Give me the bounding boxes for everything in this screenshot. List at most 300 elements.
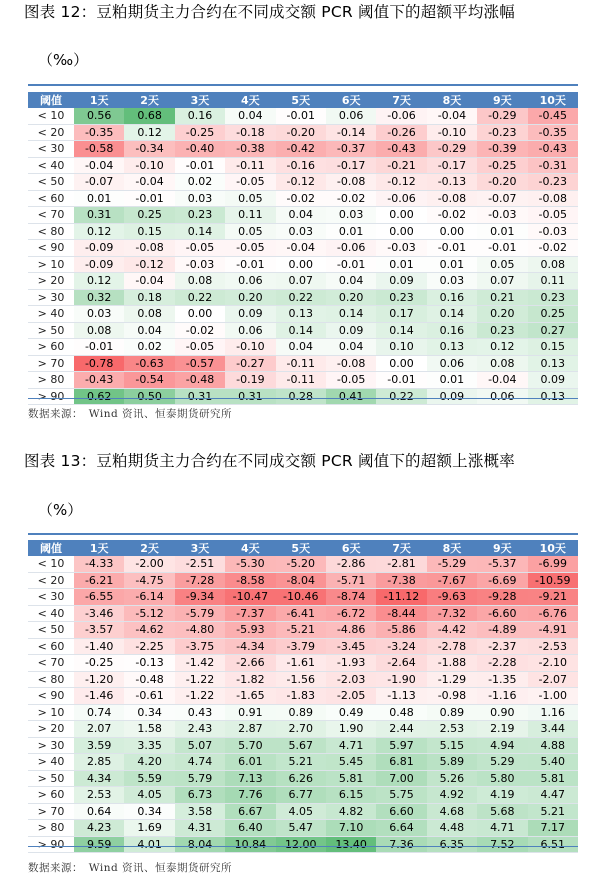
value-cell: -0.35 [74, 124, 124, 141]
value-cell: 0.22 [175, 289, 225, 306]
value-cell: 4.20 [124, 754, 174, 771]
value-cell: 0.00 [276, 256, 326, 273]
value-cell: -8.74 [326, 589, 376, 606]
value-cell: 4.71 [326, 737, 376, 754]
value-cell: -0.02 [528, 240, 578, 257]
value-cell: -0.03 [175, 256, 225, 273]
value-cell: -0.05 [175, 240, 225, 257]
value-cell: -6.55 [74, 589, 124, 606]
threshold-label: > 80 [28, 372, 74, 389]
value-cell: -2.51 [175, 556, 225, 572]
value-cell: 4.92 [427, 787, 477, 804]
table-row [28, 671, 578, 688]
value-cell: -0.98 [427, 688, 477, 705]
threshold-label: < 90 [28, 688, 74, 705]
value-cell: 0.02 [124, 339, 174, 356]
value-cell: 0.04 [276, 339, 326, 356]
value-cell: 0.04 [124, 322, 174, 339]
value-cell: -5.71 [326, 572, 376, 589]
value-cell: -0.27 [225, 355, 275, 372]
table-row [28, 820, 578, 837]
value-cell: -0.03 [376, 240, 426, 257]
value-cell: -0.38 [225, 141, 275, 158]
value-cell: -0.11 [276, 355, 326, 372]
value-cell: -5.86 [376, 622, 426, 639]
day-column-header: 4天 [225, 540, 275, 556]
table-row [28, 289, 578, 306]
value-cell: -0.19 [225, 372, 275, 389]
value-cell: 2.19 [477, 721, 527, 738]
value-cell: -10.46 [276, 589, 326, 606]
value-cell: -0.02 [427, 207, 477, 224]
value-cell: 0.68 [124, 108, 174, 124]
value-cell: -0.01 [376, 372, 426, 389]
day-column-header: 10天 [528, 92, 578, 108]
value-cell: 0.01 [427, 372, 477, 389]
value-cell: 0.89 [276, 704, 326, 721]
table-row [28, 240, 578, 257]
table-row [28, 207, 578, 224]
value-cell: 5.68 [477, 803, 527, 820]
value-cell: -2.66 [225, 655, 275, 672]
value-cell: -0.17 [326, 157, 376, 174]
value-cell: 0.08 [124, 306, 174, 323]
value-cell: 0.23 [528, 289, 578, 306]
value-cell: 0.09 [427, 388, 477, 405]
value-cell: -0.03 [528, 223, 578, 240]
value-cell: 8.04 [175, 836, 225, 853]
value-cell: 0.04 [326, 273, 376, 290]
value-cell: -6.99 [528, 556, 578, 572]
value-cell: 0.23 [175, 207, 225, 224]
threshold-label: < 80 [28, 223, 74, 240]
value-cell: -0.01 [74, 339, 124, 356]
threshold-label: < 60 [28, 638, 74, 655]
value-cell: 0.91 [225, 704, 275, 721]
value-cell: 7.00 [376, 770, 426, 787]
table-row [28, 256, 578, 273]
fig13-top-rule [28, 533, 578, 535]
value-cell: 0.20 [225, 289, 275, 306]
value-cell: 5.21 [528, 803, 578, 820]
value-cell: -1.20 [74, 671, 124, 688]
value-cell: 0.01 [427, 256, 477, 273]
value-cell: 0.00 [376, 355, 426, 372]
value-cell: -4.42 [427, 622, 477, 639]
value-cell: -5.29 [427, 556, 477, 572]
value-cell: -0.04 [124, 174, 174, 191]
value-cell: 0.05 [225, 190, 275, 207]
value-cell: -1.42 [175, 655, 225, 672]
value-cell: -4.89 [477, 622, 527, 639]
value-cell: -1.22 [175, 671, 225, 688]
table-row [28, 190, 578, 207]
fig12-bottom-rule [28, 398, 578, 399]
value-cell: -2.05 [326, 688, 376, 705]
value-cell: 0.14 [175, 223, 225, 240]
value-cell: -0.02 [175, 322, 225, 339]
value-cell: 2.44 [376, 721, 426, 738]
value-cell: -0.10 [124, 157, 174, 174]
value-cell: 4.31 [175, 820, 225, 837]
value-cell: 5.70 [225, 737, 275, 754]
value-cell: -1.56 [276, 671, 326, 688]
value-cell: 0.20 [326, 289, 376, 306]
threshold-label: < 30 [28, 589, 74, 606]
value-cell: 0.12 [74, 223, 124, 240]
threshold-label: > 80 [28, 820, 74, 837]
day-column-header: 2天 [124, 92, 174, 108]
value-cell: 2.87 [225, 721, 275, 738]
value-cell: 6.60 [376, 803, 426, 820]
value-cell: -2.64 [376, 655, 426, 672]
table-row [28, 605, 578, 622]
value-cell: -0.43 [74, 372, 124, 389]
value-cell: 5.75 [376, 787, 426, 804]
value-cell: -6.69 [477, 572, 527, 589]
value-cell: 0.05 [477, 256, 527, 273]
value-cell: -0.01 [175, 157, 225, 174]
value-cell: -0.05 [225, 240, 275, 257]
value-cell: 0.01 [74, 190, 124, 207]
value-cell: -0.13 [124, 655, 174, 672]
day-column-header: 4天 [225, 92, 275, 108]
value-cell: 3.59 [74, 737, 124, 754]
value-cell: 0.50 [124, 388, 174, 405]
table-row [28, 803, 578, 820]
value-cell: -5.37 [477, 556, 527, 572]
threshold-label: > 90 [28, 388, 74, 405]
value-cell: -4.62 [124, 622, 174, 639]
value-cell: -8.04 [276, 572, 326, 589]
value-cell: 5.29 [477, 754, 527, 771]
value-cell: -1.46 [74, 688, 124, 705]
value-cell: 0.09 [376, 273, 426, 290]
value-cell: 0.25 [124, 207, 174, 224]
value-cell: -0.25 [74, 655, 124, 672]
day-column-header: 3天 [175, 92, 225, 108]
value-cell: -0.17 [427, 157, 477, 174]
value-cell: -7.32 [427, 605, 477, 622]
fig13-bottom-rule [28, 846, 578, 847]
value-cell: -0.12 [376, 174, 426, 191]
value-cell: -0.31 [528, 157, 578, 174]
value-cell: -0.01 [326, 256, 376, 273]
value-cell: -0.45 [528, 108, 578, 124]
value-cell: -0.29 [427, 141, 477, 158]
threshold-label: > 20 [28, 273, 74, 290]
value-cell: 0.08 [477, 355, 527, 372]
threshold-label: > 50 [28, 322, 74, 339]
threshold-label: < 60 [28, 190, 74, 207]
value-cell: 0.41 [326, 388, 376, 405]
value-cell: 6.01 [225, 754, 275, 771]
value-cell: 0.00 [376, 223, 426, 240]
value-cell: -5.79 [175, 605, 225, 622]
value-cell: 6.15 [326, 787, 376, 804]
value-cell: 0.74 [74, 704, 124, 721]
value-cell: 0.17 [376, 306, 426, 323]
value-cell: 5.59 [124, 770, 174, 787]
value-cell: -1.82 [225, 671, 275, 688]
value-cell: 2.53 [74, 787, 124, 804]
value-cell: -6.14 [124, 589, 174, 606]
threshold-label: > 60 [28, 339, 74, 356]
value-cell: 0.56 [74, 108, 124, 124]
value-cell: 0.48 [376, 704, 426, 721]
value-cell: -1.90 [376, 671, 426, 688]
value-cell: -8.58 [225, 572, 275, 589]
fig12-title: 图表 12：豆粕期货主力合约在不同成交额 PCR 阈值下的超额平均涨幅 [24, 3, 515, 21]
value-cell: 0.10 [376, 339, 426, 356]
value-cell: -0.04 [124, 273, 174, 290]
value-cell: 0.04 [276, 207, 326, 224]
table-row [28, 655, 578, 672]
value-cell: -2.00 [124, 556, 174, 572]
value-cell: -4.91 [528, 622, 578, 639]
table-row [28, 556, 578, 572]
value-cell: -4.80 [175, 622, 225, 639]
value-cell: -0.16 [276, 157, 326, 174]
value-cell: -0.10 [427, 124, 477, 141]
value-cell: -1.61 [276, 655, 326, 672]
value-cell: -0.12 [124, 256, 174, 273]
value-cell: 2.07 [74, 721, 124, 738]
table-row [28, 273, 578, 290]
value-cell: 4.47 [528, 787, 578, 804]
table-row [28, 836, 578, 853]
value-cell: -0.78 [74, 355, 124, 372]
value-cell: 6.81 [376, 754, 426, 771]
threshold-label: > 10 [28, 704, 74, 721]
threshold-label: < 40 [28, 157, 74, 174]
value-cell: -0.06 [326, 240, 376, 257]
value-cell: -3.45 [326, 638, 376, 655]
value-cell: 1.16 [528, 704, 578, 721]
value-cell: -0.01 [427, 240, 477, 257]
value-cell: 0.01 [477, 223, 527, 240]
table-header-row [28, 92, 578, 108]
value-cell: -0.08 [124, 240, 174, 257]
value-cell: -0.18 [225, 124, 275, 141]
table-row [28, 704, 578, 721]
value-cell: 0.07 [276, 273, 326, 290]
value-cell: 7.76 [225, 787, 275, 804]
value-cell: -1.22 [175, 688, 225, 705]
threshold-column-header: 阈值 [28, 540, 74, 556]
value-cell: -0.07 [74, 174, 124, 191]
value-cell: 0.22 [276, 289, 326, 306]
value-cell: 0.09 [225, 306, 275, 323]
value-cell: 1.58 [124, 721, 174, 738]
value-cell: 0.20 [477, 306, 527, 323]
value-cell: 12.00 [276, 836, 326, 853]
value-cell: -0.20 [477, 174, 527, 191]
day-column-header: 9天 [477, 92, 527, 108]
value-cell: 0.06 [225, 322, 275, 339]
day-column-header: 7天 [376, 92, 426, 108]
value-cell: 5.67 [276, 737, 326, 754]
table-row [28, 688, 578, 705]
fig13-unit: （%） [38, 501, 83, 519]
value-cell: -3.24 [376, 638, 426, 655]
value-cell: -3.57 [74, 622, 124, 639]
value-cell: -1.16 [477, 688, 527, 705]
value-cell: -0.08 [326, 355, 376, 372]
value-cell: 0.00 [427, 223, 477, 240]
value-cell: 7.13 [225, 770, 275, 787]
value-cell: 13.40 [326, 836, 376, 853]
value-cell: 0.90 [477, 704, 527, 721]
value-cell: -1.88 [427, 655, 477, 672]
threshold-label: < 30 [28, 141, 74, 158]
value-cell: -0.48 [175, 372, 225, 389]
value-cell: 0.31 [74, 207, 124, 224]
table-row [28, 174, 578, 191]
value-cell: -0.03 [477, 207, 527, 224]
value-cell: 0.21 [477, 289, 527, 306]
fig12-top-rule [28, 84, 578, 86]
value-cell: 5.81 [528, 770, 578, 787]
value-cell: -0.48 [124, 671, 174, 688]
table-row [28, 141, 578, 158]
value-cell: -9.63 [427, 589, 477, 606]
table-row [28, 754, 578, 771]
value-cell: 0.31 [225, 388, 275, 405]
value-cell: 6.26 [276, 770, 326, 787]
fig12-source: 数据来源： Wind 资讯、恒泰期货研究所 [28, 408, 233, 420]
value-cell: -2.07 [528, 671, 578, 688]
value-cell: -10.59 [528, 572, 578, 589]
value-cell: -2.37 [477, 638, 527, 655]
value-cell: 2.70 [276, 721, 326, 738]
day-column-header: 8天 [427, 92, 477, 108]
day-column-header: 1天 [74, 540, 124, 556]
value-cell: -6.41 [276, 605, 326, 622]
value-cell: -9.34 [175, 589, 225, 606]
table-row [28, 572, 578, 589]
value-cell: -0.05 [528, 207, 578, 224]
fig13-source: 数据来源： Wind 资讯、恒泰期货研究所 [28, 862, 233, 874]
value-cell: 0.49 [326, 704, 376, 721]
value-cell: -4.75 [124, 572, 174, 589]
threshold-label: < 10 [28, 556, 74, 572]
value-cell: -0.23 [528, 174, 578, 191]
value-cell: -6.76 [528, 605, 578, 622]
value-cell: 6.77 [276, 787, 326, 804]
value-cell: 5.89 [427, 754, 477, 771]
table-row [28, 737, 578, 754]
table-row [28, 589, 578, 606]
value-cell: 0.09 [528, 372, 578, 389]
value-cell: 0.13 [528, 388, 578, 405]
table-row [28, 721, 578, 738]
value-cell: 0.89 [427, 704, 477, 721]
value-cell: 0.12 [477, 339, 527, 356]
value-cell: 4.68 [427, 803, 477, 820]
value-cell: 0.01 [326, 223, 376, 240]
value-cell: -0.39 [477, 141, 527, 158]
value-cell: -0.11 [276, 372, 326, 389]
table-row [28, 355, 578, 372]
value-cell: -0.02 [326, 190, 376, 207]
value-cell: 2.43 [175, 721, 225, 738]
value-cell: 0.62 [74, 388, 124, 405]
value-cell: -0.35 [528, 124, 578, 141]
value-cell: 2.85 [74, 754, 124, 771]
value-cell: 0.13 [427, 339, 477, 356]
value-cell: 0.15 [528, 339, 578, 356]
value-cell: -0.05 [175, 339, 225, 356]
day-column-header: 9天 [477, 540, 527, 556]
value-cell: 0.43 [175, 704, 225, 721]
value-cell: 1.69 [124, 820, 174, 837]
threshold-label: > 30 [28, 737, 74, 754]
value-cell: -7.38 [376, 572, 426, 589]
value-cell: -0.06 [376, 108, 426, 124]
value-cell: -0.37 [326, 141, 376, 158]
threshold-label: < 20 [28, 124, 74, 141]
value-cell: 4.34 [74, 770, 124, 787]
value-cell: 4.01 [124, 836, 174, 853]
value-cell: 6.64 [376, 820, 426, 837]
value-cell: -0.01 [477, 240, 527, 257]
value-cell: 4.19 [477, 787, 527, 804]
value-cell: -4.33 [74, 556, 124, 572]
value-cell: -0.04 [427, 108, 477, 124]
value-cell: 0.23 [376, 289, 426, 306]
value-cell: 5.26 [427, 770, 477, 787]
table-header-row [28, 540, 578, 556]
threshold-label: < 50 [28, 174, 74, 191]
value-cell: -0.13 [427, 174, 477, 191]
value-cell: 0.11 [528, 273, 578, 290]
value-cell: 4.82 [326, 803, 376, 820]
value-cell: -0.08 [427, 190, 477, 207]
value-cell: 4.05 [124, 787, 174, 804]
value-cell: 0.00 [376, 207, 426, 224]
value-cell: 0.27 [528, 322, 578, 339]
value-cell: 0.34 [124, 803, 174, 820]
fig13-table [28, 540, 578, 853]
threshold-label: > 70 [28, 355, 74, 372]
value-cell: 0.14 [326, 306, 376, 323]
fig12-table [28, 92, 578, 405]
value-cell: 0.03 [74, 306, 124, 323]
value-cell: 3.58 [175, 803, 225, 820]
value-cell: 6.35 [427, 836, 477, 853]
value-cell: -0.25 [477, 157, 527, 174]
value-cell: 2.53 [427, 721, 477, 738]
value-cell: 0.08 [175, 273, 225, 290]
value-cell: 0.25 [528, 306, 578, 323]
value-cell: -0.26 [376, 124, 426, 141]
value-cell: -7.67 [427, 572, 477, 589]
value-cell: -6.72 [326, 605, 376, 622]
value-cell: 4.05 [276, 803, 326, 820]
value-cell: -0.25 [175, 124, 225, 141]
value-cell: -0.02 [276, 190, 326, 207]
table-row [28, 157, 578, 174]
value-cell: -2.10 [528, 655, 578, 672]
day-column-header: 10天 [528, 540, 578, 556]
value-cell: 0.28 [276, 388, 326, 405]
threshold-label: > 90 [28, 836, 74, 853]
value-cell: 7.17 [528, 820, 578, 837]
threshold-label: < 70 [28, 207, 74, 224]
value-cell: 5.81 [326, 770, 376, 787]
day-column-header: 7天 [376, 540, 426, 556]
